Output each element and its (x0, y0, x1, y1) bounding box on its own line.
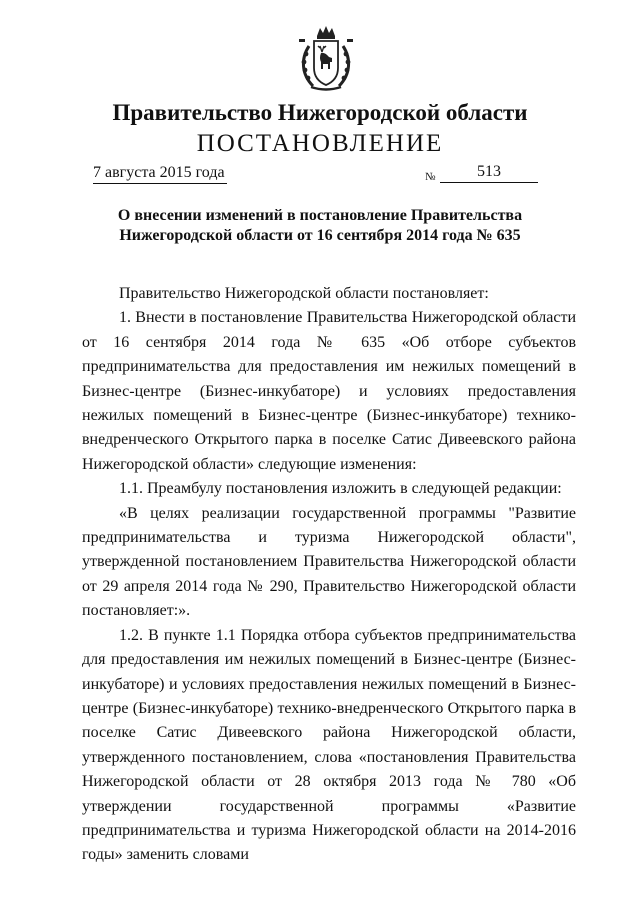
decree-number: 513 (477, 163, 501, 180)
body-paragraph: «В целях реализации государственной программы "Развитие предпринимательства и туризма Нижегородской области", утвержденной постановлением Правительства Нижегородской области от 29 апреля 2014 года № 290, Правительство Нижегородской области постановляет:». (82, 504, 576, 620)
number-label: № (425, 171, 436, 183)
subject-line: Нижегородской области от 16 сентября 2014 года № 635 (119, 227, 521, 244)
decree-subject (80, 206, 560, 246)
body-paragraph: 1. Внести в постановление Правительства Нижегородской области от 16 сентября 2014 года № 635 «Об отборе субъектов предпринимательства для предоставления им нежилых помещений в Бизнес-центре (Бизнес-инкубаторе) и условиях предоставления нежилых помещений в Бизнес-центре (Бизнес-инкубаторе) технико-внедренческого Открытого парка в поселке Сатис Дивеевского района Нижегородской области» следующие изменения: (82, 309, 576, 473)
number-underline (440, 182, 538, 183)
coat-of-arms-icon (295, 24, 357, 94)
subject-line: О внесении изменений в постановление Правительства (117, 207, 523, 224)
decree-body (82, 282, 576, 868)
body-paragraph: 1.2. В пункте 1.1 Порядка отбора субъектов предпринимательства для предоставления им нежилых помещений в Бизнес-центре (Бизнес-инкубаторе) и условиях предоставления нежилых помещений в Бизнес-центре (Бизнес-инкубаторе) технико-внедренческого Открытого парка в поселке Сатис Дивеевского района Нижегородской области, утвержденного постановлением, слова «постановления Правительства Нижегородской области от 28 октября 2013 года № 780 «Об утверждении государственной программы «Развитие предпринимательства и туризма Нижегородской области на 2014-2016 годы» заменить словами (82, 626, 576, 864)
document-type: ПОСТАНОВЛЕНИЕ (196, 130, 444, 157)
government-title: Правительство Нижегородской области (112, 100, 528, 125)
decree-date: 7 августа 2015 года (93, 163, 227, 184)
body-paragraph: 1.1. Преамбулу постановления изложить в следующей редакции: (119, 480, 562, 498)
body-paragraph: Правительство Нижегородской области постановляет: (119, 285, 489, 302)
